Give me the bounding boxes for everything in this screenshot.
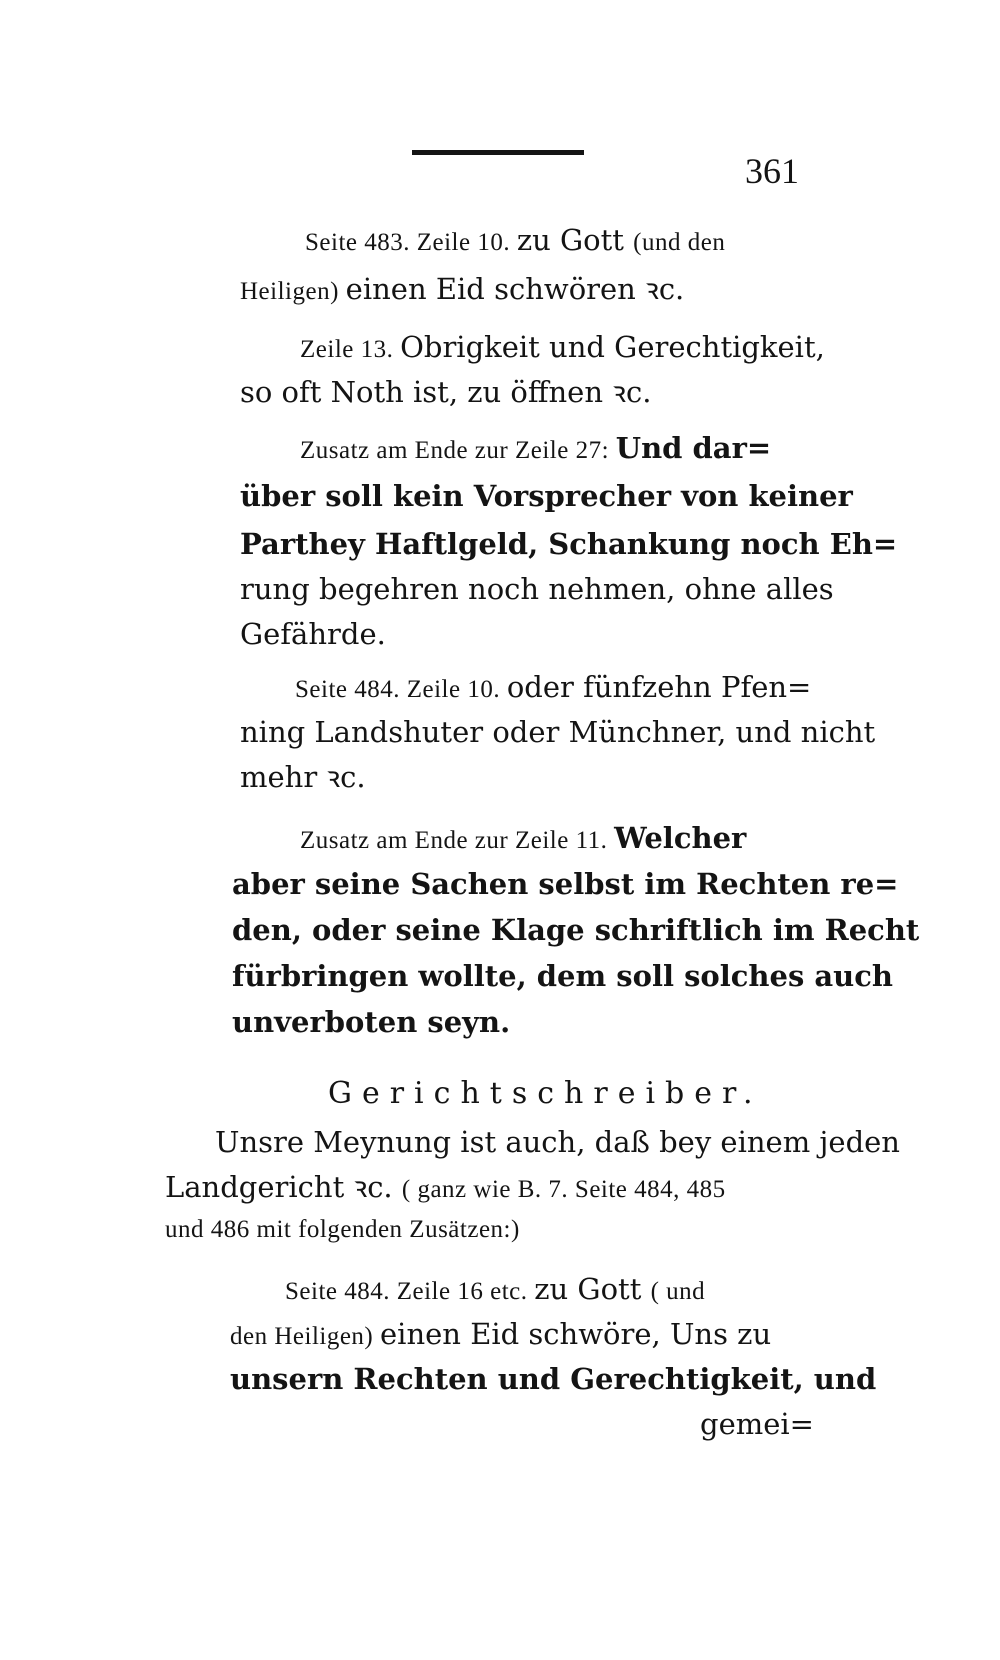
fraktur-text: gemei= [700,1407,814,1441]
text-line [232,913,920,947]
text-line [232,959,894,993]
fraktur-text: den, oder seine Klage schriftlich im Recht [232,913,920,947]
text-line [305,223,726,257]
fraktur-text: Parthey Haftlgeld, Schankung noch Eh= [240,527,898,561]
fraktur-text: unverboten seyn. [232,1005,511,1039]
fraktur-text: oder fünfzehn Pfen= [506,670,812,704]
roman-text: (und den [633,229,726,256]
text-line [240,760,366,794]
text-line [165,1217,520,1242]
fraktur-text: Und dar= [615,431,772,465]
text-line [230,1362,877,1396]
text-line [232,867,899,901]
roman-text: Seite 483. Zeile 10. [305,229,517,256]
roman-text: ( und [650,1278,706,1305]
fraktur-text: unsern Rechten und Gerechtigkeit, und [230,1362,877,1396]
fraktur-text: über soll kein Vorsprecher von keiner [240,479,853,513]
roman-text: den Heiligen) [230,1323,381,1350]
text-line [240,617,386,651]
text-line [300,330,825,364]
roman-text: Zeile 13. [300,336,401,363]
text-line [230,1317,772,1351]
text-line [232,1005,511,1039]
fraktur-text: ning Landshuter oder Münchner, und nicht [240,715,876,749]
roman-text: Zusatz am Ende zur Zeile 27: [300,437,616,464]
fraktur-text: Obrigkeit und Gerechtigkeit, [400,330,825,364]
fraktur-text: einen Eid schwöre, Uns zu [380,1317,772,1351]
text-line [165,1170,726,1204]
fraktur-text: zu Gott [516,223,634,257]
text-line [240,572,834,606]
text-line [285,1272,706,1306]
text-line [700,1407,814,1441]
fraktur-text: Welcher [614,821,747,855]
page-number: 361 [745,151,799,191]
roman-text: Zusatz am Ende zur Zeile 11. [300,827,615,854]
text-line [240,715,876,749]
text-line [300,821,747,855]
fraktur-text: aber seine Sachen selbst im Rechten re= [232,867,899,901]
fraktur-text: so oft Noth ist, zu öffnen ꝛc. [240,375,652,409]
text-line [240,527,898,561]
text-line [295,670,812,704]
fraktur-text: Gefährde. [240,617,386,651]
fraktur-text: rung begehren noch nehmen, ohne alles [240,572,834,606]
section-heading: Gerichtschreiber. [328,1076,763,1111]
text-line [240,479,853,513]
fraktur-text: Unsre Meynung ist auch, daß bey einem jeden [215,1125,900,1159]
text-line [240,375,652,409]
roman-text: ( ganz wie B. 7. Seite 484, 485 [401,1176,726,1203]
text-line [300,431,772,465]
fraktur-text: mehr ꝛc. [240,760,366,794]
header-rule [412,150,584,155]
fraktur-text: einen Eid schwören ꝛc. [345,272,685,306]
roman-text: Seite 484. Zeile 16 etc. [285,1278,535,1305]
fraktur-text: fürbringen wollte, dem soll solches auch [232,959,894,993]
roman-text: Heiligen) [240,278,346,305]
fraktur-text: zu Gott [534,1272,651,1306]
text-line [240,272,685,306]
roman-text: Seite 484. Zeile 10. [295,676,507,703]
fraktur-text: Landgericht ꝛc. [165,1170,402,1204]
roman-text: und 486 mit folgenden Zusätzen:) [165,1216,520,1243]
text-line [215,1125,900,1159]
